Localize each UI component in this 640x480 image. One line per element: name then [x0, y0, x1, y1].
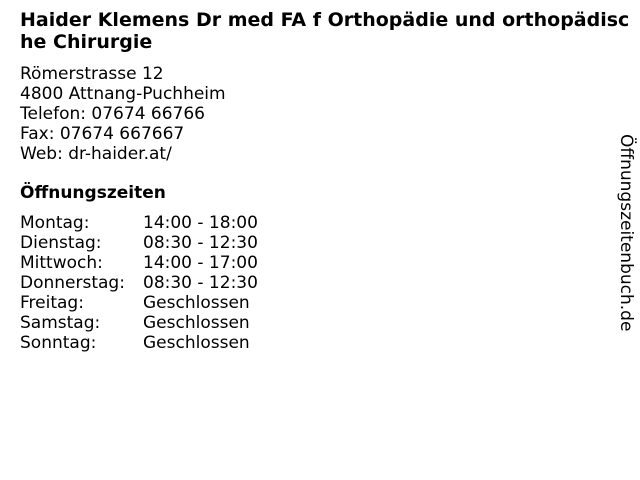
day-label: Samstag:	[20, 313, 101, 333]
time-value: 14:00 - 18:00	[143, 213, 258, 233]
day-label: Freitag:	[20, 293, 84, 313]
time-value: 08:30 - 12:30	[143, 273, 258, 293]
city-address: 4800 Attnang-Puchheim	[20, 84, 226, 104]
hours-row-wednesday	[20, 253, 258, 273]
hours-row-sunday	[20, 333, 258, 353]
day-label: Donnerstag:	[20, 273, 125, 293]
day-label: Montag:	[20, 213, 90, 233]
street-address: Römerstrasse 12	[20, 64, 164, 84]
time-value: Geschlossen	[143, 293, 250, 313]
fax-number: Fax: 07674 667667	[20, 124, 185, 144]
hours-row-tuesday	[20, 233, 258, 253]
time-value: Geschlossen	[143, 333, 250, 353]
hours-row-thursday	[20, 273, 258, 293]
contact-block	[20, 64, 226, 164]
business-title: Haider Klemens Dr med FA f Orthopädie und orthopädische Chirurgie	[20, 9, 630, 53]
phone-number: Telefon: 07674 66766	[20, 104, 205, 124]
hours-table	[20, 213, 258, 353]
site-watermark: Öffnungszeitenbuch.de	[616, 134, 636, 332]
day-label: Dienstag:	[20, 233, 102, 253]
hours-row-saturday	[20, 313, 258, 333]
day-label: Sonntag:	[20, 333, 97, 353]
hours-row-monday	[20, 213, 258, 233]
hours-row-friday	[20, 293, 258, 313]
time-value: 14:00 - 17:00	[143, 253, 258, 273]
hours-heading: Öffnungszeiten	[20, 183, 166, 203]
website-link: Web: dr-haider.at/	[20, 144, 172, 164]
time-value: 08:30 - 12:30	[143, 233, 258, 253]
time-value: Geschlossen	[143, 313, 250, 333]
day-label: Mittwoch:	[20, 253, 103, 273]
